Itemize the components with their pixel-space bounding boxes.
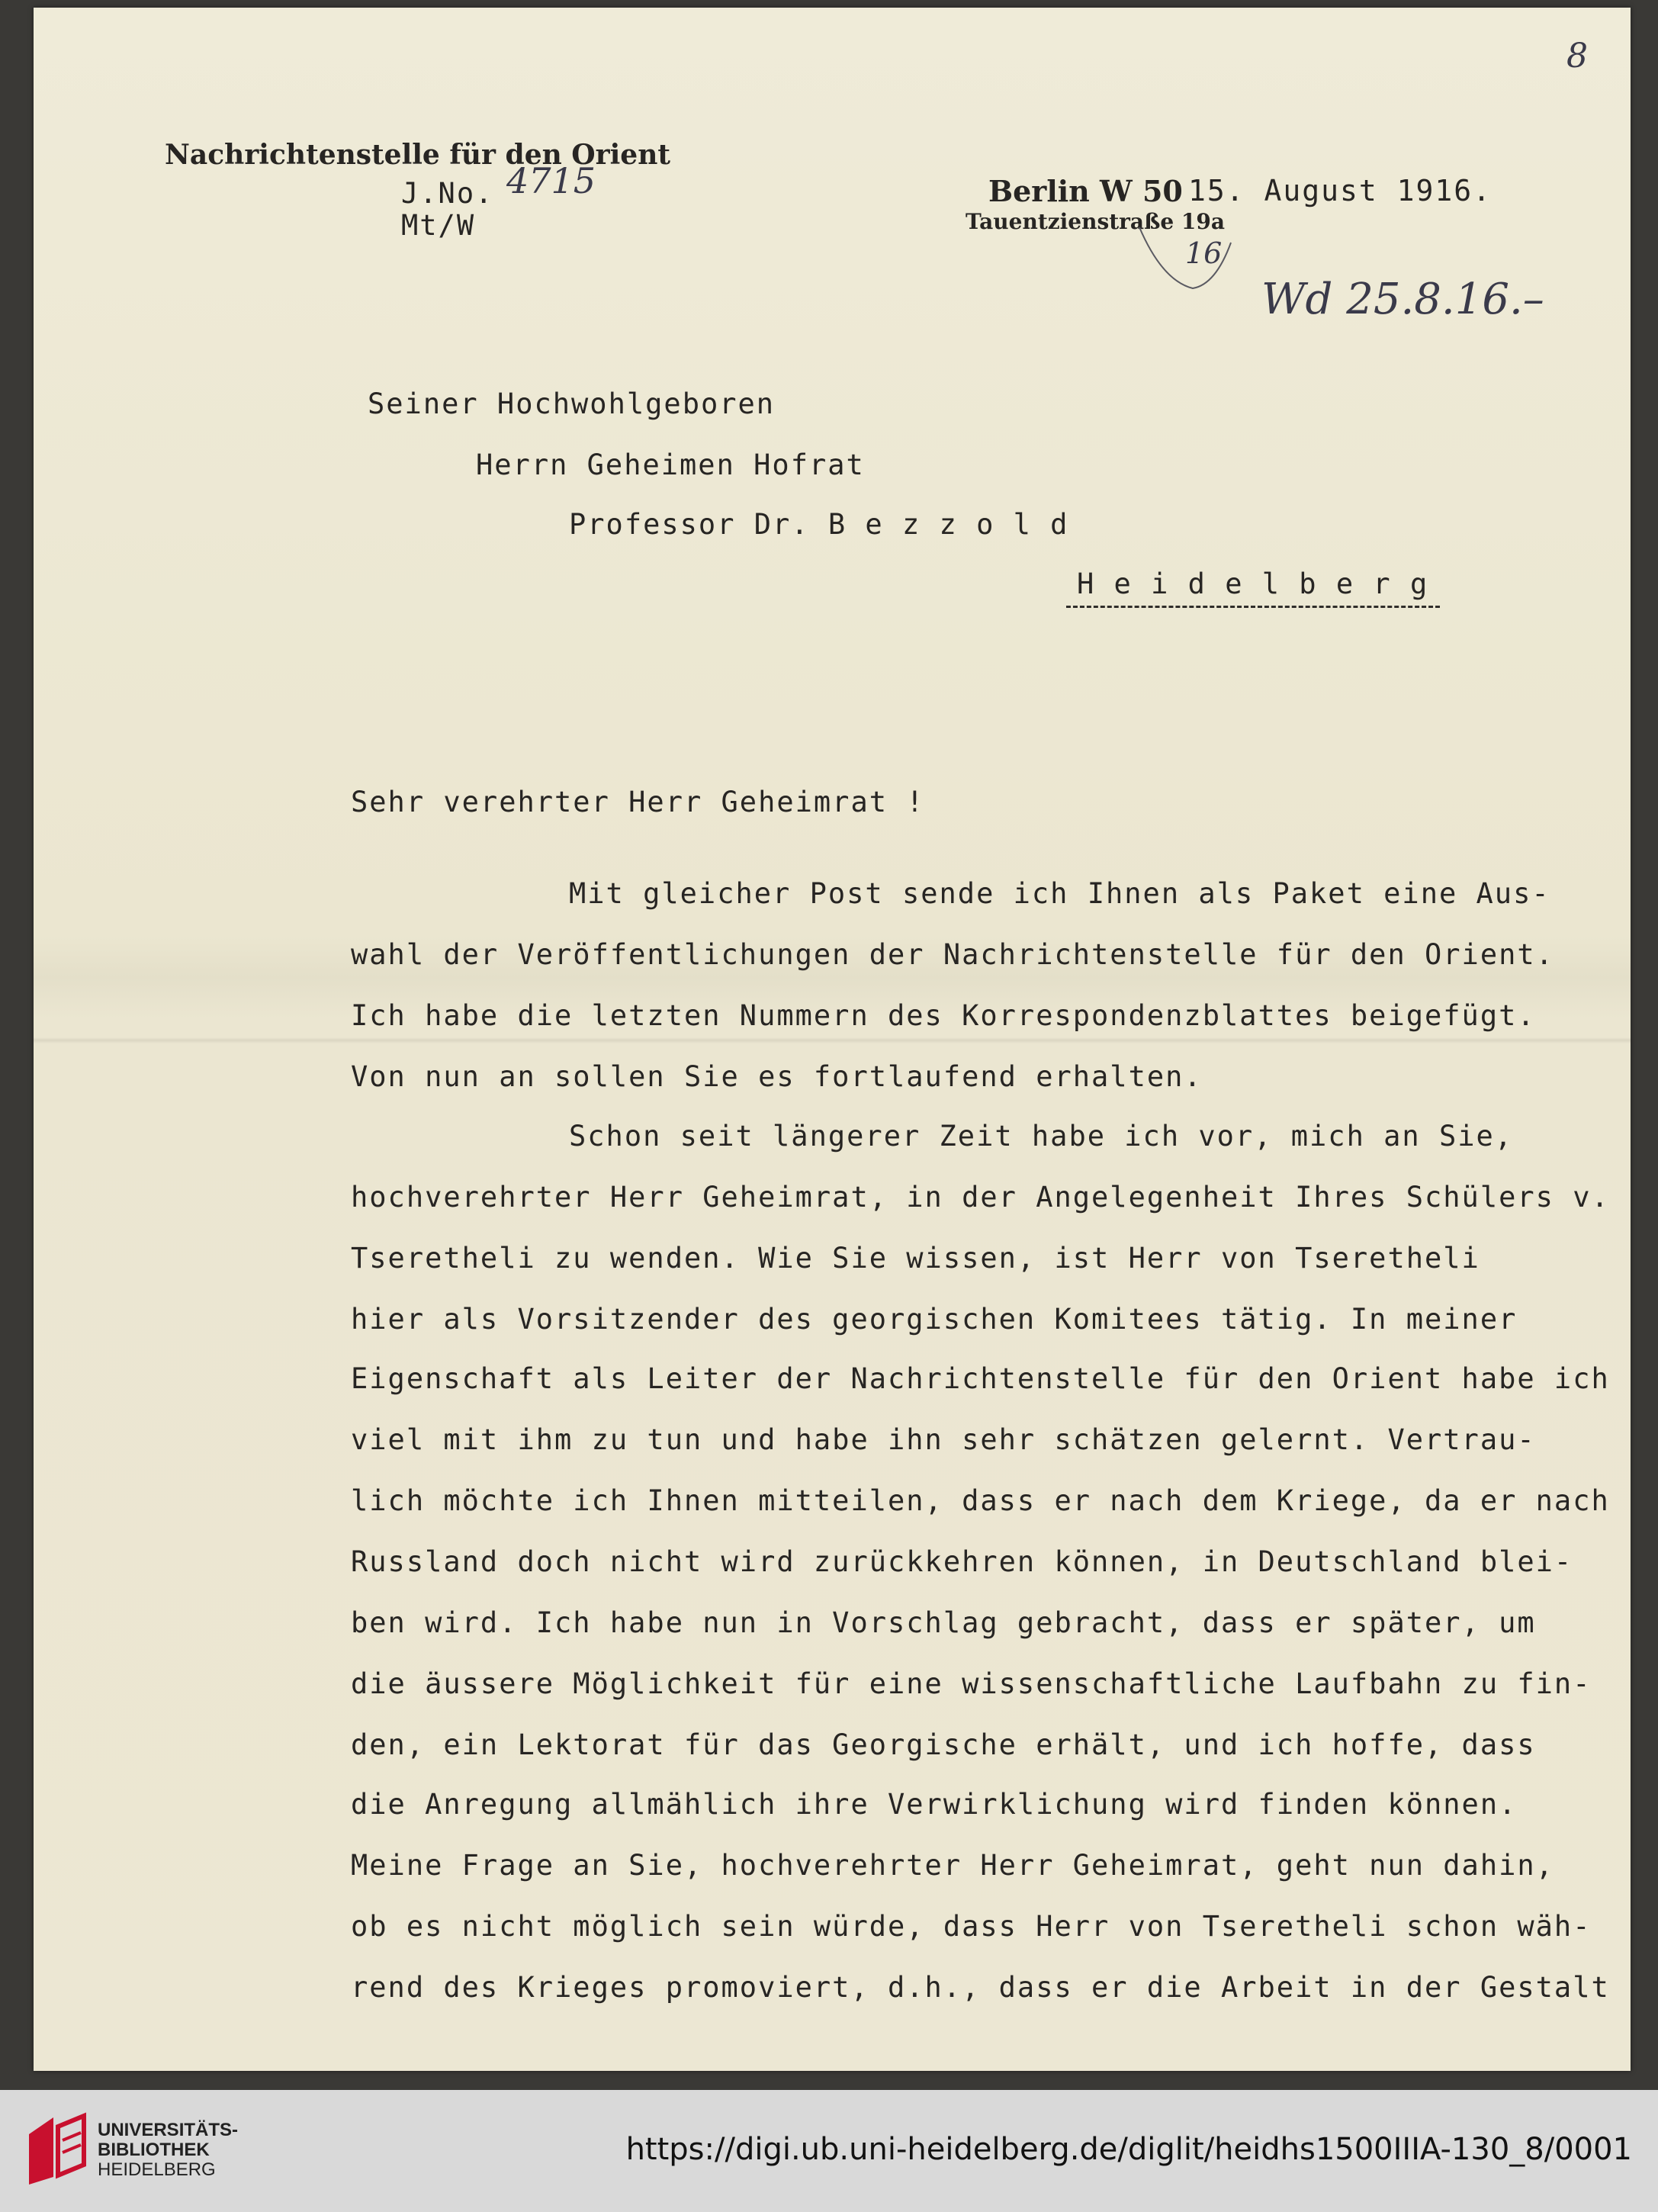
body-line-18: ob es nicht möglich sein würde, dass Herr von Tseretheli schon wäh- bbox=[351, 1910, 1592, 1943]
letterhead-org: Nachrichtenstelle für den Orient bbox=[165, 139, 671, 171]
body-line-17: Meine Frage an Sie, hochverehrter Herr Geheimrat, geht nun dahin, bbox=[351, 1849, 1554, 1882]
library-logo-icon bbox=[23, 2111, 90, 2188]
letterhead-street: Tauentzienstraße 19a bbox=[966, 209, 1226, 234]
body-line-19: rend des Krieges promoviert, d.h., dass er die Arbeit in der Gestalt bbox=[351, 1971, 1610, 2004]
library-name-line-1: UNIVERSITÄTS- bbox=[98, 2120, 239, 2140]
body-line-7: Tseretheli zu wenden. Wie Sie wissen, ist Herr von Tseretheli bbox=[351, 1242, 1480, 1275]
journal-number: 4715 bbox=[506, 160, 596, 201]
body-line-14: die äussere Möglichkeit für eine wissenschaftliche Laufbahn zu fin- bbox=[351, 1667, 1592, 1700]
body-line-11: lich möchte ich Ihnen mitteilen, dass er nach dem Kriege, da er nach bbox=[351, 1484, 1610, 1517]
address-line-3: Professor Dr. B e z z o l d bbox=[569, 508, 1069, 541]
salutation: Sehr verehrter Herr Geheimrat ! bbox=[351, 786, 925, 818]
margin-mark: 16 bbox=[1185, 236, 1223, 270]
body-line-3: Ich habe die letzten Nummern des Korrespondenzblattes beigefügt. bbox=[351, 999, 1536, 1032]
letter-date: 15. August 1916. bbox=[1188, 174, 1493, 207]
body-line-13: ben wird. Ich habe nun in Vorschlag gebracht, dass er später, um bbox=[351, 1606, 1536, 1639]
address-line-1: Seiner Hochwohlgeboren bbox=[368, 387, 776, 420]
page-number: 8 bbox=[1566, 37, 1588, 76]
library-footer bbox=[0, 2090, 1658, 2212]
address-city-underline bbox=[1066, 606, 1440, 608]
library-name-line-3: HEIDELBERG bbox=[98, 2159, 216, 2180]
body-line-15: den, ein Lektorat für das Georgische erhält, und ich hoffe, dass bbox=[351, 1728, 1536, 1761]
body-line-5: Schon seit längerer Zeit habe ich vor, mich an Sie, bbox=[569, 1120, 1514, 1153]
journal-label: J.No. bbox=[401, 177, 494, 210]
body-line-6: hochverehrter Herr Geheimrat, in der Angelegenheit Ihres Schülers v. bbox=[351, 1181, 1610, 1214]
body-line-8: hier als Vorsitzender des georgischen Komitees tätig. In meiner bbox=[351, 1303, 1518, 1336]
body-line-10: viel mit ihm zu tun und habe ihn sehr schätzen gelernt. Vertrau- bbox=[351, 1423, 1536, 1456]
address-line-2: Herrn Geheimen Hofrat bbox=[476, 449, 865, 481]
library-name-line-2: BIBLIOTHEK bbox=[98, 2140, 210, 2160]
permalink-url[interactable]: https://digi.ub.uni-heidelberg.de/diglit/heidhs1500IIIA-130_8/0001 bbox=[625, 2132, 1632, 2167]
letterhead-city: Berlin W 50 bbox=[988, 174, 1183, 208]
paper-fold bbox=[34, 1037, 1631, 1043]
reference-initials: Mt/W bbox=[401, 209, 476, 242]
library-name bbox=[98, 2120, 238, 2180]
body-line-9: Eigenschaft als Leiter der Nachrichtenstelle für den Orient habe ich bbox=[351, 1362, 1610, 1395]
body-line-4: Von nun an sollen Sie es fortlaufend erhalten. bbox=[351, 1060, 1203, 1093]
letter-page bbox=[34, 8, 1631, 2071]
body-line-2: wahl der Veröffentlichungen der Nachrichtenstelle für den Orient. bbox=[351, 938, 1554, 971]
address-city: H e i d e l b e r g bbox=[1077, 567, 1429, 600]
body-line-16: die Anregung allmählich ihre Verwirklichung wird finden können. bbox=[351, 1788, 1518, 1821]
received-note: Wd 25.8.16.– bbox=[1261, 275, 1544, 324]
body-line-12: Russland doch nicht wird zurückkehren können, in Deutschland blei- bbox=[351, 1545, 1573, 1578]
body-line-1: Mit gleicher Post sende ich Ihnen als Paket eine Aus- bbox=[569, 877, 1550, 910]
